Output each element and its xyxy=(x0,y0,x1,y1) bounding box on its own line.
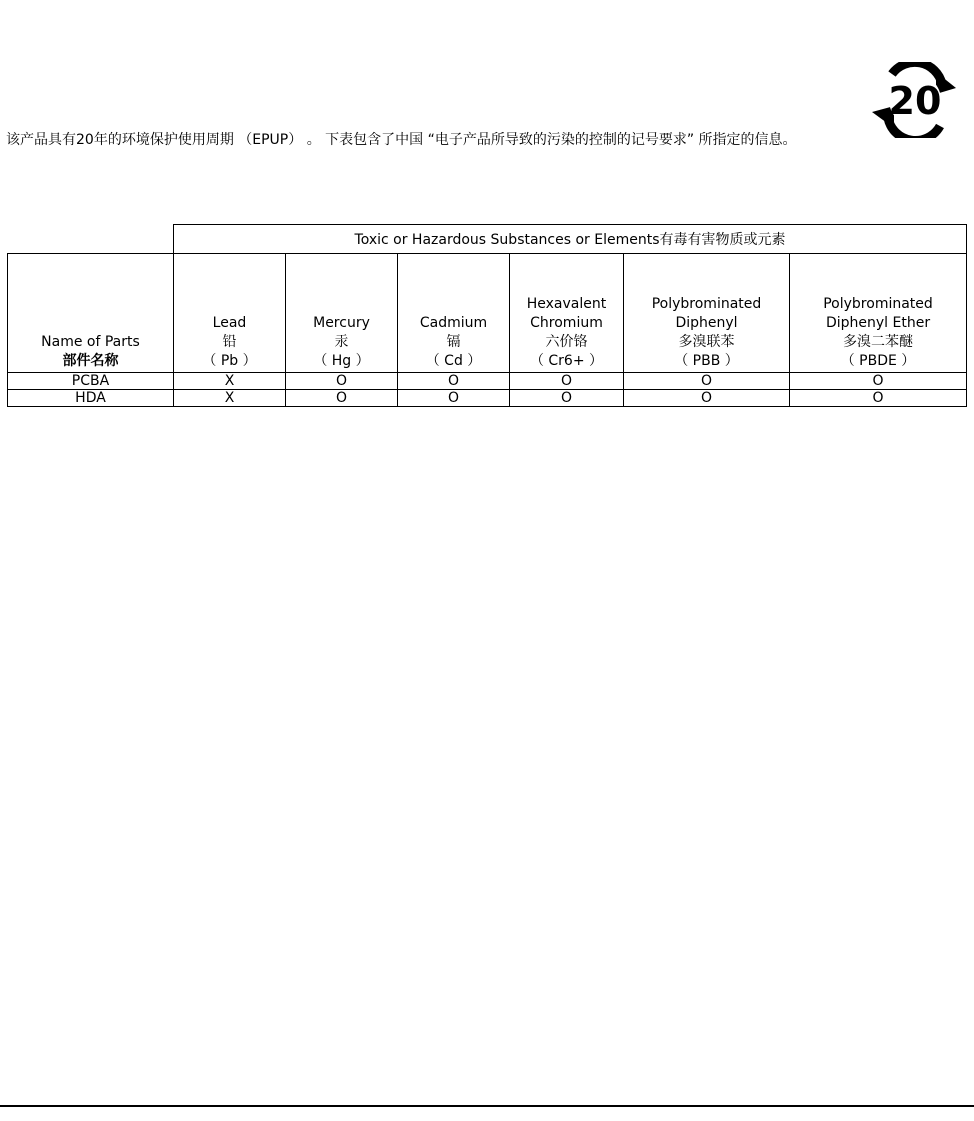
table-column-header-row xyxy=(8,254,967,373)
epup-20-logo xyxy=(858,62,970,138)
part-name: PCBA xyxy=(8,373,174,390)
table-row xyxy=(8,390,967,407)
parts-header-zh: 部件名称 xyxy=(62,353,119,369)
parts-header xyxy=(8,254,174,373)
value-cell: O xyxy=(510,390,624,407)
value-cell: O xyxy=(398,373,510,390)
table-row xyxy=(8,373,967,390)
column-header-lead: Lead 铅 （ Pb ） xyxy=(174,254,286,373)
empty-corner-cell xyxy=(8,225,174,254)
column-header-mercury: Mercury 汞 （ Hg ） xyxy=(286,254,398,373)
table-group-header-row xyxy=(8,225,967,254)
value-cell: O xyxy=(286,390,398,407)
value-cell: O xyxy=(286,373,398,390)
value-cell: O xyxy=(624,390,790,407)
value-cell: O xyxy=(398,390,510,407)
column-header-pbde: Polybrominated Diphenyl Ether 多溴二苯醚 （ PBDE ） xyxy=(790,254,967,373)
column-header-hexavalent-chromium: Hexavalent Chromium 六价铬 （ Cr6+ ） xyxy=(510,254,624,373)
value-cell: X xyxy=(174,390,286,407)
logo-number: 20 xyxy=(888,79,942,123)
column-header-pbb: Polybrominated Diphenyl 多溴联苯 （ PBB ） xyxy=(624,254,790,373)
hazardous-substances-table xyxy=(7,224,967,407)
value-cell: O xyxy=(624,373,790,390)
parts-header-en: Name of Parts xyxy=(41,334,140,350)
value-cell: O xyxy=(510,373,624,390)
value-cell: X xyxy=(174,373,286,390)
part-name: HDA xyxy=(8,390,174,407)
value-cell: O xyxy=(790,373,967,390)
epup-statement: 该产品具有20年的环境保护使用周期 （EPUP） 。 下表包含了中国 “电子产品所导致的污染的控制的记号要求” 所指定的信息。 xyxy=(6,132,797,148)
value-cell: O xyxy=(790,390,967,407)
group-header: Toxic or Hazardous Substances or Elements有毒有害物质或元素 xyxy=(174,225,967,254)
page-bottom-rule xyxy=(0,1105,974,1107)
column-header-cadmium: Cadmium 镉 （ Cd ） xyxy=(398,254,510,373)
